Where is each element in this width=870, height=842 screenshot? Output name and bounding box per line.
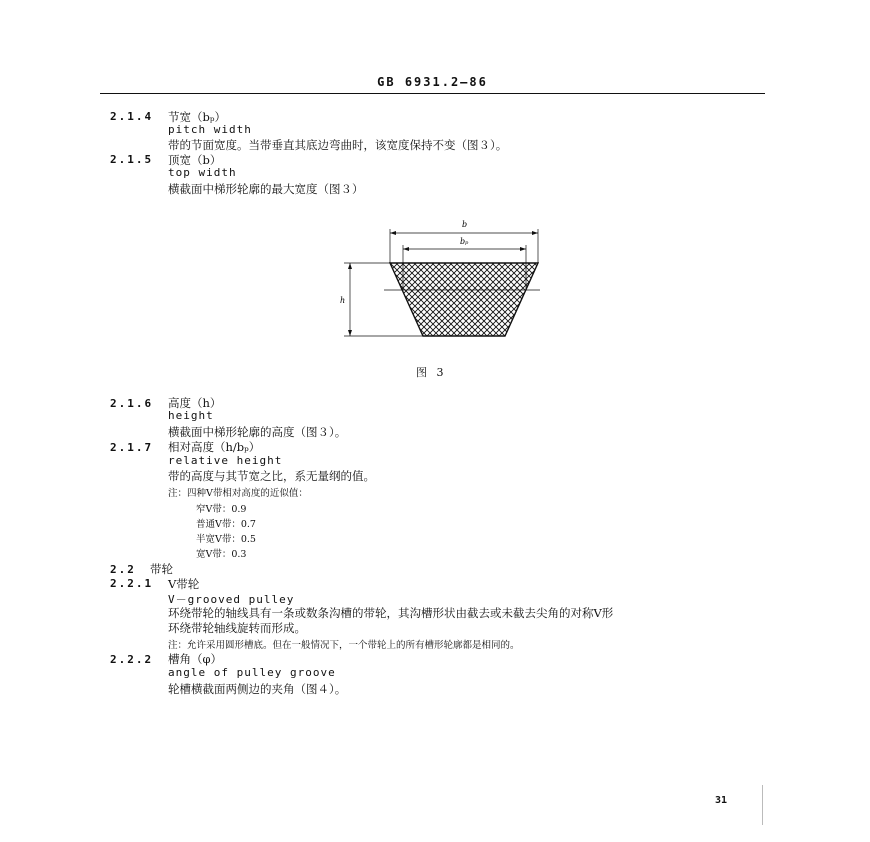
term-height: 高度（h） — [168, 396, 222, 410]
definition-pitch-width: 带的节面宽度。当带垂直其底边弯曲时，该宽度保持不变（图３）。 — [168, 138, 508, 152]
section-number-2-1-4: 2.1.4 — [110, 110, 154, 123]
definition-v-pulley-line1: 环绕带轮的轴线具有一条或数条沟槽的带轮，其沟槽形状由截去或未截去尖角的对称V形 — [168, 606, 614, 620]
note-v-pulley: 注：允许采用圆形槽底。但在一般情况下，一个带轮上的所有槽形轮廓都是相同的。 — [168, 640, 520, 651]
label-b: b — [462, 220, 468, 229]
definition-groove-angle: 轮槽横截面两侧边的夹角（图４）。 — [168, 682, 347, 696]
belt-trapezoid — [390, 263, 538, 336]
term-english-relative-height: relative height — [168, 454, 283, 467]
term-english-v-pulley: V－grooved pulley — [168, 593, 295, 606]
section-number-2-2: 2.2 — [110, 563, 136, 576]
page-number: 31 — [715, 795, 728, 806]
section-number-2-1-5: 2.1.5 — [110, 153, 154, 166]
v-belt-cross-section-figure — [340, 213, 540, 353]
label-bp: bₚ — [460, 237, 469, 246]
note-item-half-wide: 半宽V带：0.5 — [196, 534, 256, 545]
term-english-groove-angle: angle of pulley groove — [168, 666, 336, 679]
scan-edge-mark — [762, 785, 763, 825]
term-top-width: 顶宽（b） — [168, 153, 222, 167]
term-relative-height: 相对高度（h/bₚ） — [168, 440, 261, 454]
term-english-pitch-width: pitch width — [168, 123, 252, 136]
note-item-narrow: 窄V带：0.9 — [196, 504, 247, 515]
page-header — [100, 75, 765, 94]
section-number-2-1-6: 2.1.6 — [110, 397, 154, 410]
term-groove-angle: 槽角（φ） — [168, 652, 223, 666]
definition-top-width: 横截面中梯形轮廓的最大宽度（图３） — [168, 182, 364, 196]
note-item-classical: 普通V带：0.7 — [196, 519, 256, 530]
note-item-wide: 宽V带：0.3 — [196, 549, 247, 560]
term-english-height: height — [168, 409, 214, 422]
section-number-2-2-1: 2.2.1 — [110, 577, 154, 590]
term-v-pulley: V带轮 — [168, 577, 200, 591]
term-pitch-width: 节宽（bₚ） — [168, 110, 226, 124]
label-h: h — [340, 296, 346, 305]
section-number-2-2-2: 2.2.2 — [110, 653, 154, 666]
term-pulley: 带轮 — [150, 562, 173, 576]
note-relative-height: 注：四种V带相对高度的近似值： — [168, 488, 308, 499]
section-number-2-1-7: 2.1.7 — [110, 441, 154, 454]
standard-code: GB 6931.2—86 — [377, 75, 488, 89]
term-english-top-width: top width — [168, 166, 237, 179]
figure-caption: 图 3 — [416, 366, 447, 379]
definition-relative-height: 带的高度与其节宽之比，系无量纲的值。 — [168, 469, 375, 483]
definition-v-pulley-line2: 环绕带轮轴线旋转而形成。 — [168, 621, 306, 635]
definition-height: 横截面中梯形轮廓的高度（图３）。 — [168, 425, 347, 439]
